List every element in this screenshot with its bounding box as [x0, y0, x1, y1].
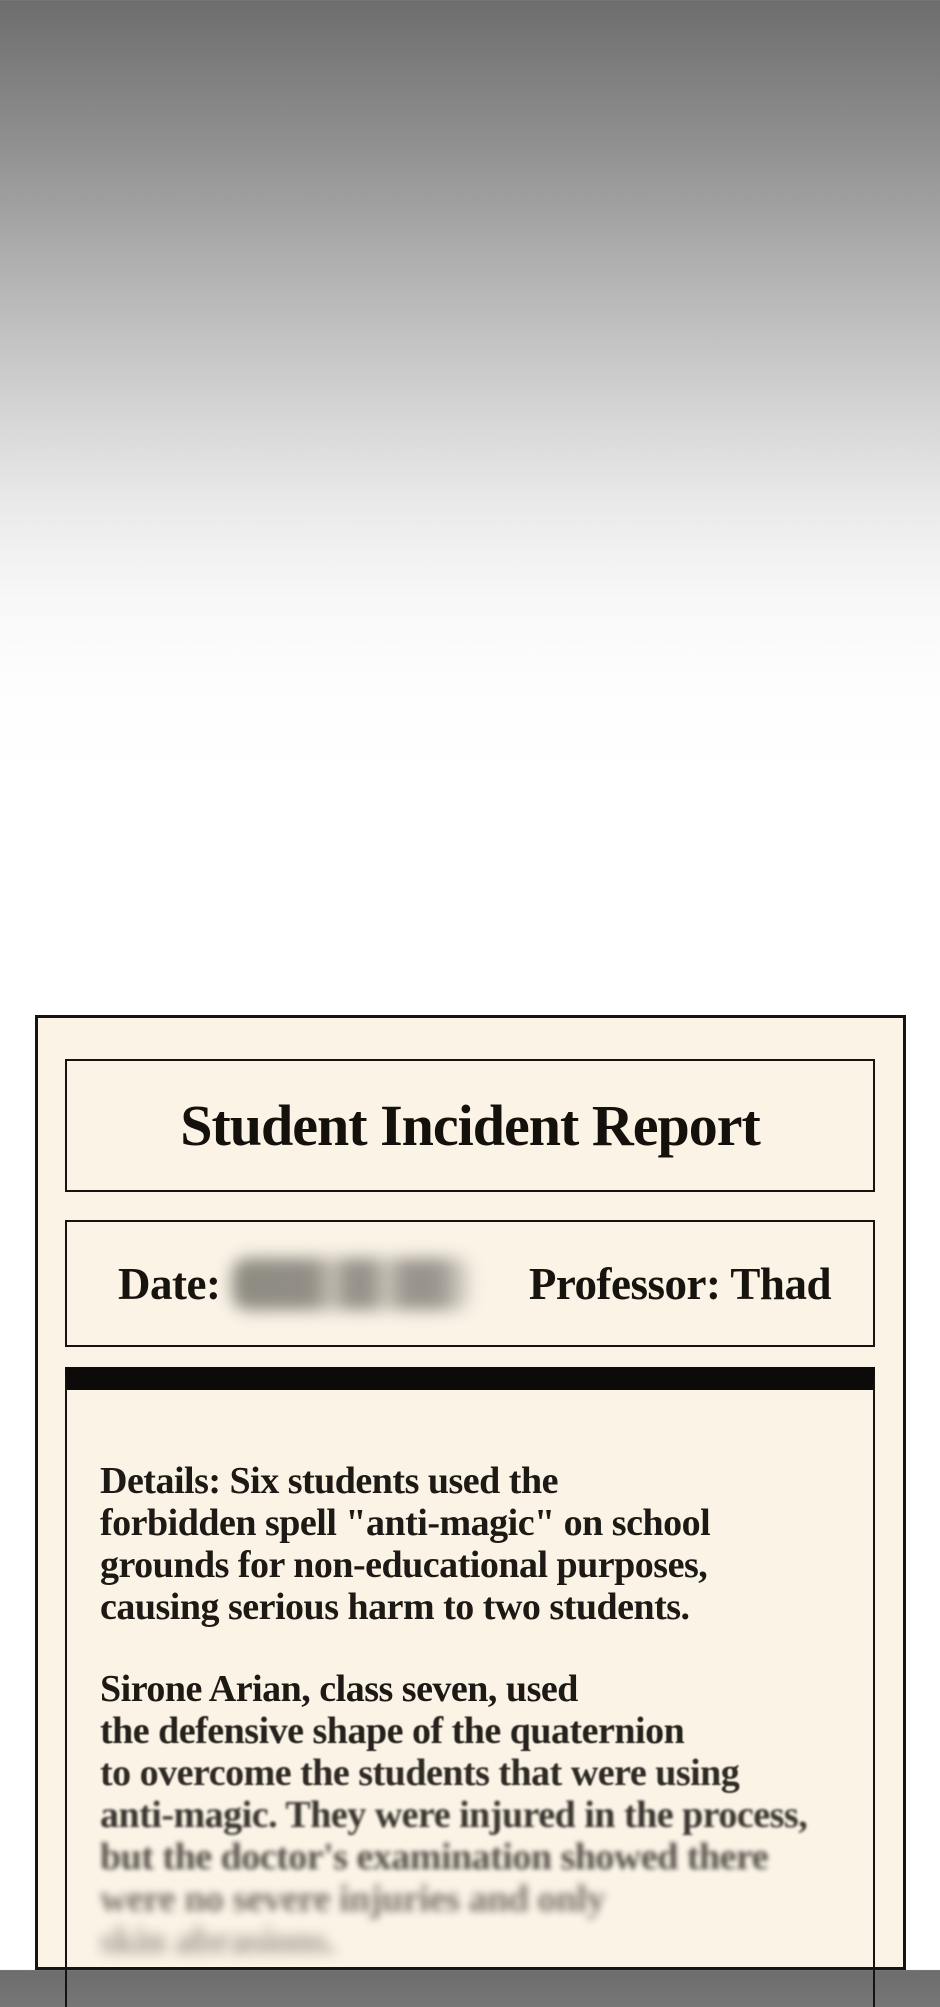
- details-line: forbidden spell "anti-magic" on school: [100, 1502, 711, 1544]
- details-paragraph-1: [100, 1460, 855, 1628]
- details-line-blurred: anti-magic. They were injured in the process,: [100, 1794, 808, 1836]
- report-details-section: [65, 1367, 875, 2007]
- details-line-blurred: to overcome the students that were using: [100, 1752, 740, 1794]
- details-line-blurred: were no severe injuries and only: [100, 1878, 606, 1920]
- professor-label: Professor: Thad: [528, 1258, 831, 1309]
- incident-report-document: [35, 1015, 906, 1970]
- details-line: causing serious harm to two students.: [100, 1586, 690, 1628]
- redacted-date-blur: [232, 1258, 472, 1310]
- details-line: Sirone Arian, class seven, used: [100, 1668, 578, 1710]
- details-line: Details: Six students used the: [100, 1460, 558, 1502]
- details-line-blurred: the defensive shape of the quaternion: [100, 1710, 685, 1752]
- report-title: Student Incident Report: [180, 1093, 760, 1158]
- details-line: grounds for non-educational purposes,: [100, 1544, 708, 1586]
- details-line-blurred: skin abrasions.: [100, 1920, 336, 1962]
- report-meta-box: [65, 1220, 875, 1347]
- date-label: Date:: [118, 1258, 221, 1309]
- report-title-box: [65, 1059, 875, 1192]
- details-line-blurred: but the doctor's examination showed there: [100, 1836, 769, 1878]
- details-paragraph-2: [100, 1668, 855, 1962]
- date-field: [118, 1258, 472, 1310]
